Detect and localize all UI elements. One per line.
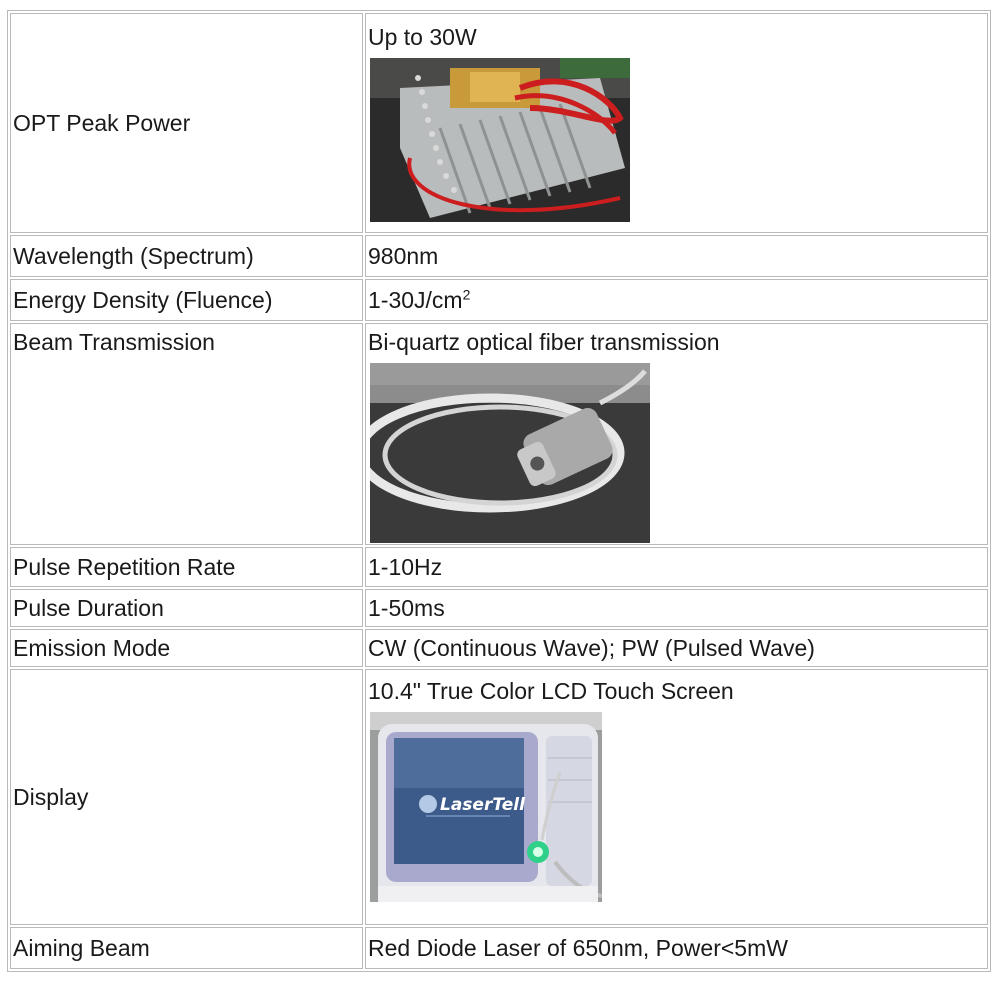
spec-value-superscript: 2	[462, 286, 471, 303]
spec-value: Bi-quartz optical fiber transmission	[368, 329, 720, 355]
table-row	[10, 235, 988, 277]
lcd-touch-screen-photo	[370, 712, 602, 902]
spec-value: 980nm	[368, 243, 439, 269]
spec-label: Display	[10, 669, 363, 925]
spec-value-cell	[365, 279, 988, 321]
table-row	[10, 589, 988, 627]
table-row	[10, 629, 988, 667]
spec-label: Beam Transmission	[10, 323, 363, 545]
spec-value: 10.4" True Color LCD Touch Screen	[368, 678, 734, 704]
spec-value: CW (Continuous Wave); PW (Pulsed Wave)	[368, 635, 815, 661]
spec-label: Pulse Duration	[10, 589, 363, 627]
spec-value-cell	[365, 13, 988, 233]
spec-label: Pulse Repetition Rate	[10, 547, 363, 587]
spec-value: 1-50ms	[368, 595, 445, 621]
table-row	[10, 927, 988, 969]
spec-value-cell	[365, 547, 988, 587]
spec-label: Wavelength (Spectrum)	[10, 235, 363, 277]
spec-value: Up to 30W	[368, 24, 477, 50]
spec-value-cell	[365, 235, 988, 277]
laser-module-heatsink-photo	[370, 58, 630, 222]
optical-fiber-coil-photo	[370, 363, 650, 543]
spec-value: 1-10Hz	[368, 554, 443, 580]
table-row	[10, 669, 988, 925]
spec-value-cell	[365, 323, 988, 545]
lcd-logo-text: LaserTell	[440, 795, 525, 815]
spec-value-main: 1-30J/cm	[368, 287, 463, 313]
spec-value-cell	[365, 589, 988, 627]
spec-label: Aiming Beam	[10, 927, 363, 969]
spec-value-cell	[365, 629, 988, 667]
spec-label: Energy Density (Fluence)	[10, 279, 363, 321]
spec-table	[7, 10, 991, 972]
table-row	[10, 279, 988, 321]
table-row	[10, 323, 988, 545]
spec-value-cell	[365, 927, 988, 969]
spec-value-cell	[365, 669, 988, 925]
table-row	[10, 13, 988, 233]
table-row	[10, 547, 988, 587]
spec-label: OPT Peak Power	[10, 13, 363, 233]
spec-value	[368, 287, 987, 313]
spec-label: Emission Mode	[10, 629, 363, 667]
spec-value: Red Diode Laser of 650nm, Power<5mW	[368, 935, 788, 961]
